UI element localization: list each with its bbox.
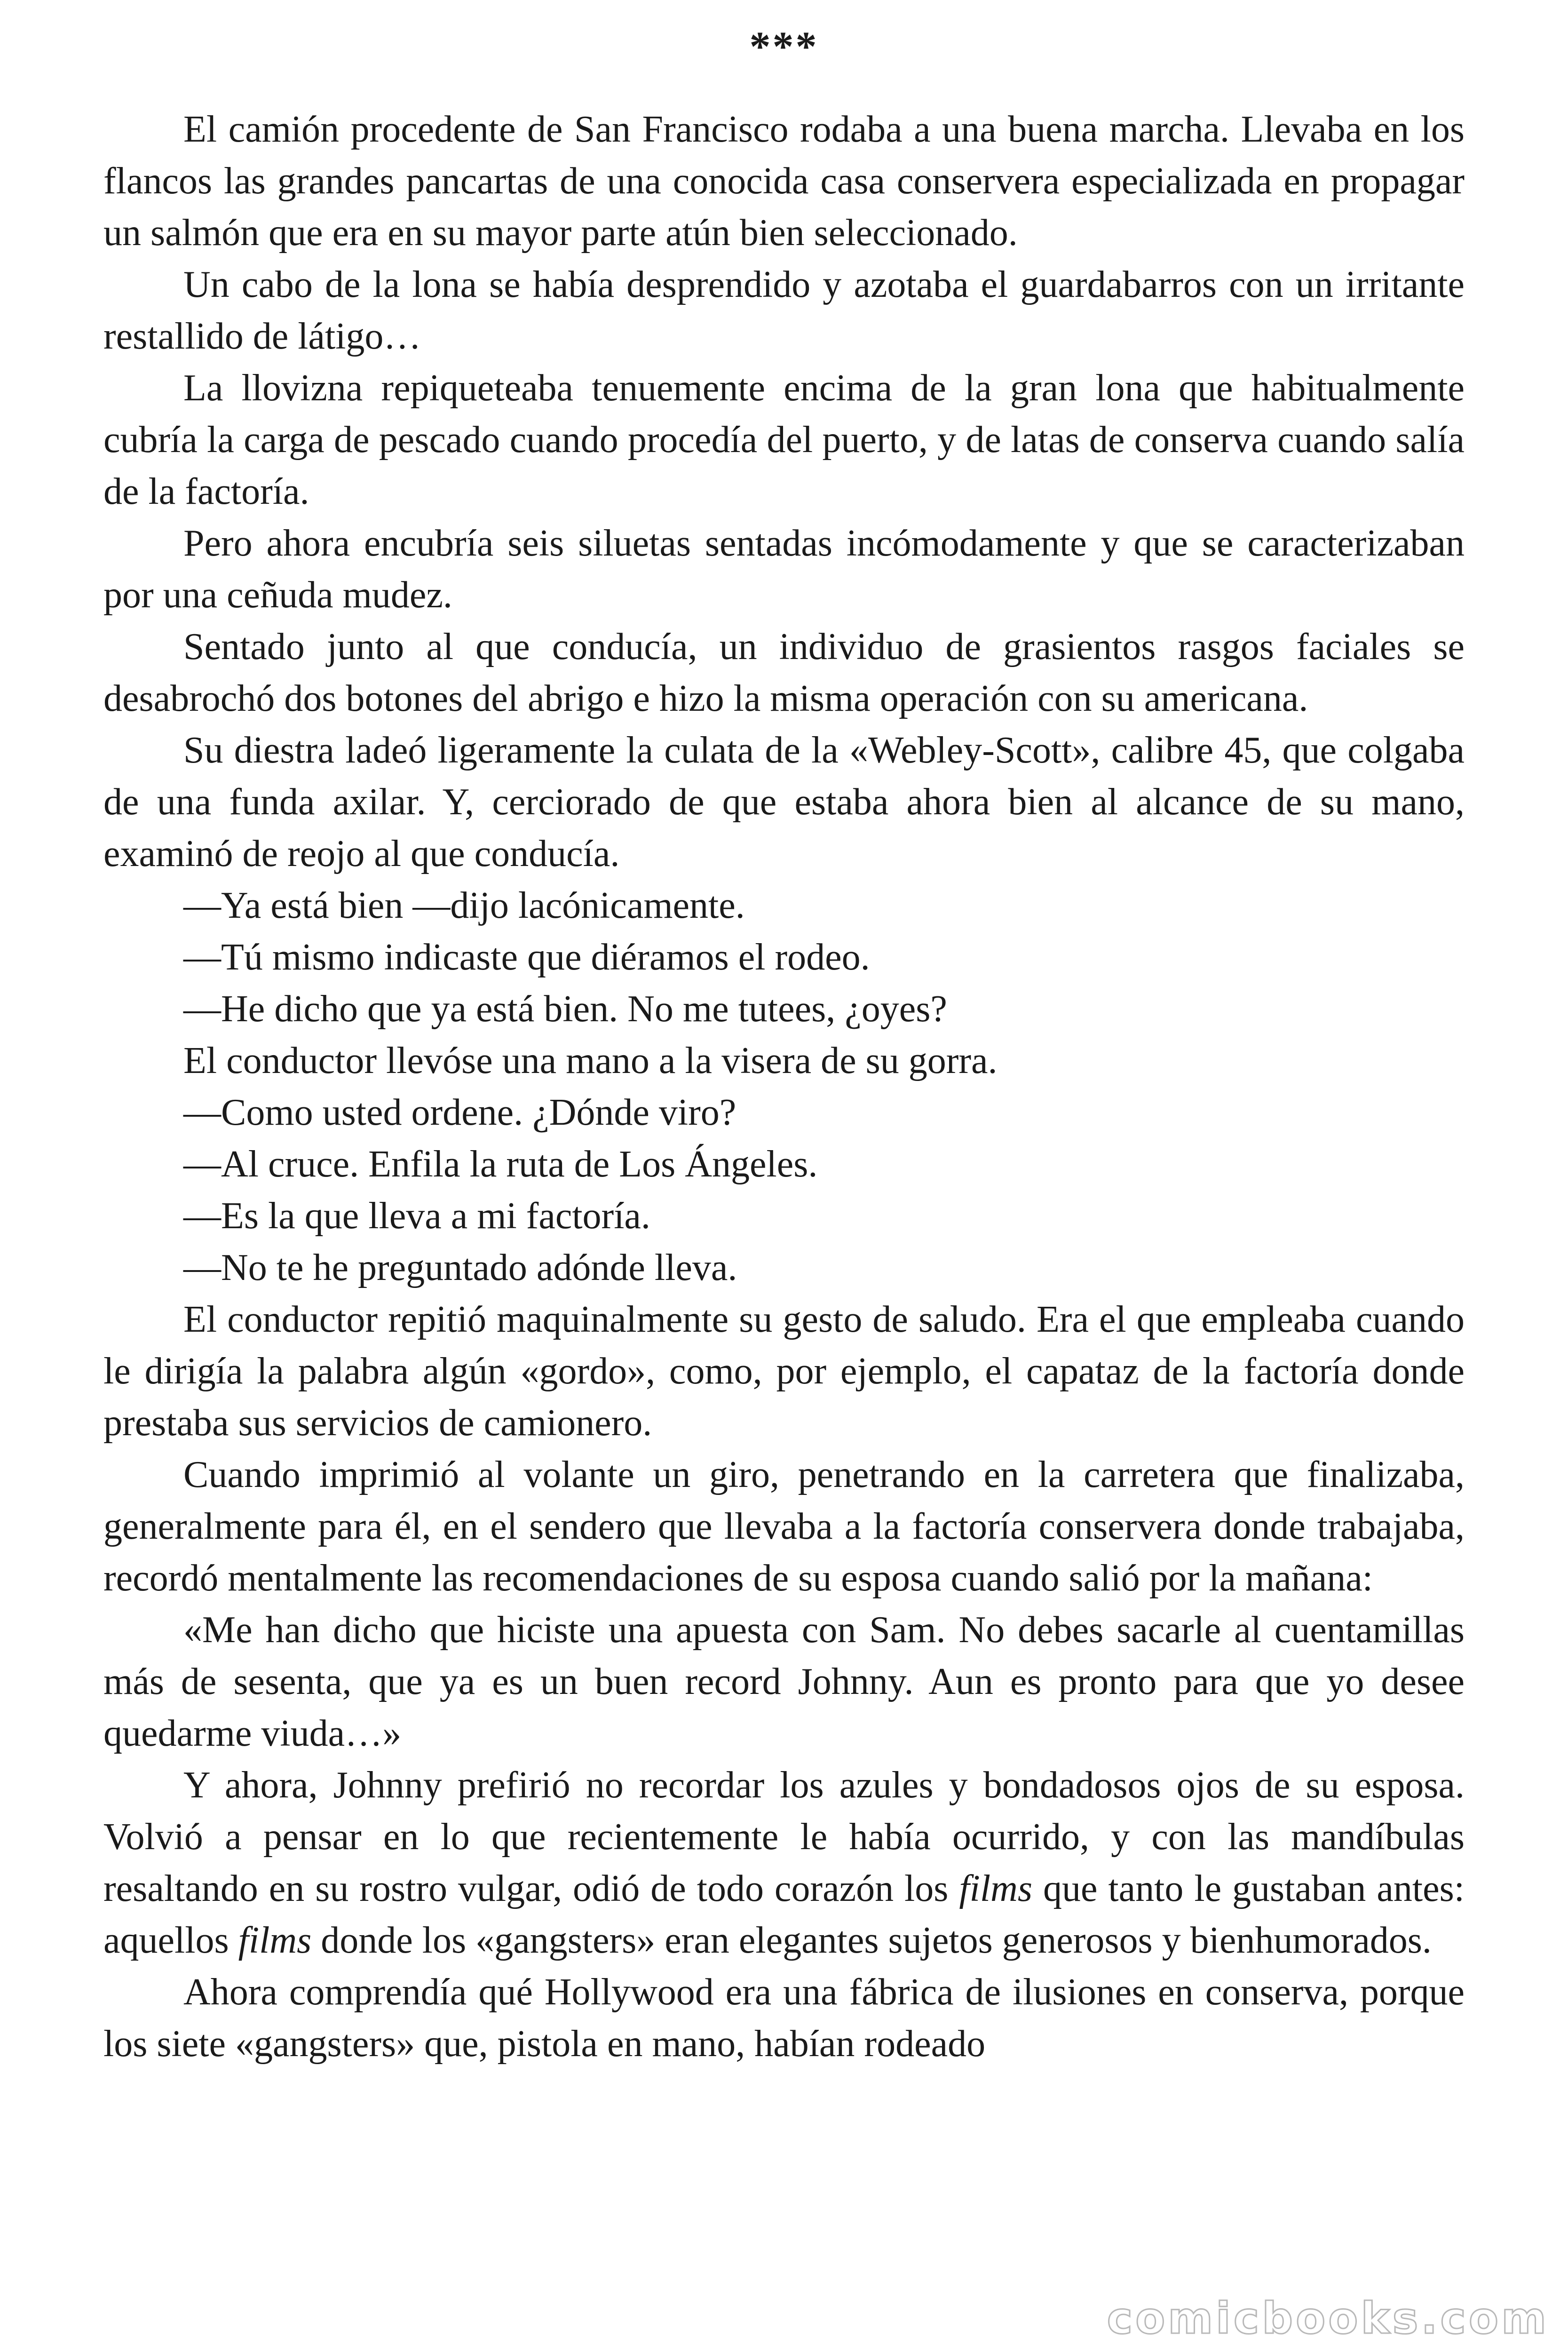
text-run: —He dicho que ya está bien. No me tutees, ¿oyes?: [183, 988, 947, 1030]
paragraph: [103, 724, 1465, 880]
text-run: —Como usted ordene. ¿Dónde viro?: [183, 1092, 736, 1133]
paragraph: [103, 259, 1465, 362]
text-run: El camión procedente de San Francisco rodaba a una buena marcha. Llevaba en los flancos las grandes pancartas de una conocida casa conservera especializada en propagar un salmón que era en su mayor parte atún bien seleccionado.: [103, 109, 1465, 254]
text-run: donde los «gangsters» eran elegantes sujetos generosos y bienhumorados.: [311, 1920, 1432, 1961]
paragraph: [103, 983, 1465, 1035]
text-run: «Me han dicho que hiciste una apuesta con Sam. No debes sacarle al cuentamillas más de sesenta, que ya es un buen record Johnny. Aun es pronto para que yo desee quedarme viuda…»: [103, 1609, 1465, 1754]
text-run: Y ahora, Johnny prefirió no recordar los azules y bondadosos ojos de su esposa. Volvió a pensar en lo que recientemente le había ocurrido, y con las mandíbulas resaltando en su rostro vulgar, odió de todo corazón los: [103, 1764, 1465, 1909]
text-run: —Ya está bien —dijo lacónicamente.: [183, 885, 745, 926]
paragraph: [103, 931, 1465, 983]
paragraph: [103, 1242, 1465, 1294]
paragraph: [103, 1604, 1465, 1759]
text-run: —Es la que lleva a mi factoría.: [183, 1195, 650, 1237]
paragraph: [103, 880, 1465, 931]
italic-text: films: [959, 1868, 1032, 1909]
text-run: —Al cruce. Enfila la ruta de Los Ángeles.: [183, 1144, 818, 1185]
body-text: [103, 103, 1465, 2070]
text-run: Pero ahora encubría seis siluetas sentadas incómodamente y que se caracterizaban por una ceñuda mudez.: [103, 523, 1465, 616]
paragraph: [103, 1294, 1465, 1449]
paragraph: [103, 1449, 1465, 1604]
site-watermark: comicbooks.com: [1107, 2293, 1549, 2344]
italic-text: films: [238, 1920, 312, 1961]
text-run: que tanto le gustaban antes: aquellos: [103, 1868, 1465, 1961]
paragraph: [103, 1035, 1465, 1087]
paragraph: [103, 1759, 1465, 1966]
text-run: Cuando imprimió al volante un giro, penetrando en la carretera que finalizaba, generalmente para él, en el sendero que llevaba a la factoría conservera donde trabajaba, recordó mentalmente las recomendaciones de su esposa cuando salió por la mañana:: [103, 1454, 1465, 1599]
paragraph: [103, 1138, 1465, 1190]
text-run: Su diestra ladeó ligeramente la culata de la «Webley-Scott», calibre 45, que colgaba de una funda axilar. Y, cerciorado de que estaba ahora bien al alcance de su mano, examinó de reojo al que conducía.: [103, 730, 1465, 874]
text-run: —No te he preguntado adónde lleva.: [183, 1247, 737, 1288]
book-page: [103, 19, 1465, 2319]
paragraph: [103, 517, 1465, 621]
text-run: El conductor repitió maquinalmente su gesto de saludo. Era el que empleaba cuando le dirigía la palabra algún «gordo», como, por ejemplo, el capataz de la factoría donde prestaba sus servicios de camionero.: [103, 1299, 1465, 1444]
paragraph: [103, 362, 1465, 517]
paragraph: [103, 1966, 1465, 2070]
paragraph: [103, 1190, 1465, 1242]
section-separator: ***: [749, 24, 819, 70]
text-run: Sentado junto al que conducía, un individuo de grasientos rasgos faciales se desabrochó dos botones del abrigo e hizo la misma operación con su americana.: [103, 626, 1465, 719]
paragraph: [103, 103, 1465, 259]
text-run: La llovizna repiqueteaba tenuemente encima de la gran lona que habitualmente cubría la carga de pescado cuando procedía del puerto, y de latas de conserva cuando salía de la factoría.: [103, 367, 1465, 512]
paragraph: [103, 1087, 1465, 1138]
text-run: Ahora comprendía qué Hollywood era una fábrica de ilusiones en conserva, porque los siete «gangsters» que, pistola en mano, habían rodeado: [103, 1971, 1465, 2065]
paragraph: [103, 621, 1465, 724]
text-run: El conductor llevóse una mano a la visera de su gorra.: [183, 1040, 998, 1081]
text-run: —Tú mismo indicaste que diéramos el rodeo.: [183, 937, 870, 978]
text-run: Un cabo de la lona se había desprendido y azotaba el guardabarros con un irritante restallido de látigo…: [103, 264, 1465, 357]
